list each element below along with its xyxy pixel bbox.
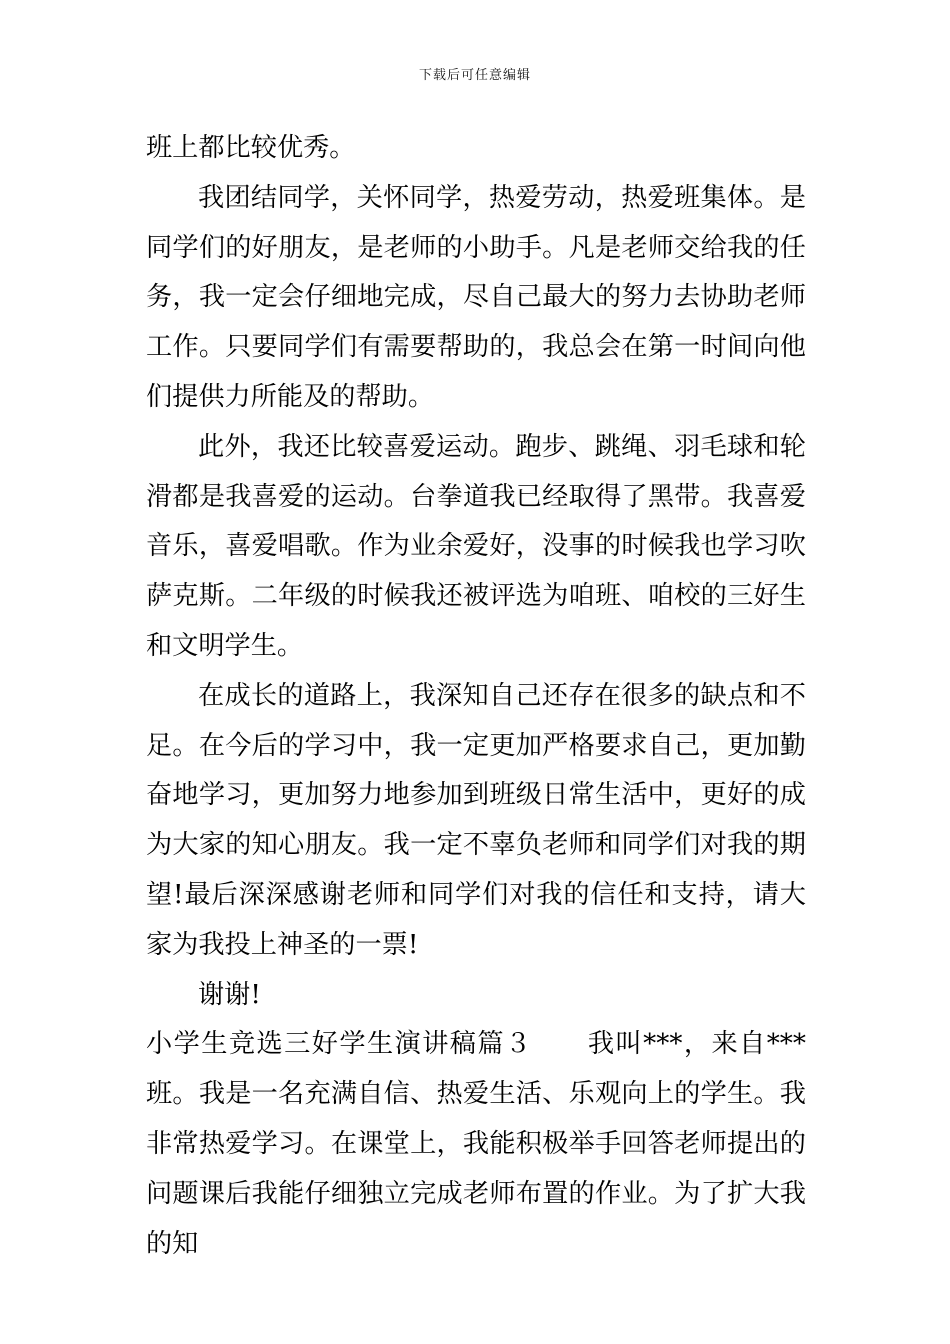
paragraph-2: 我团结同学，关怀同学，热爱劳动，热爱班集体。是同学们的好朋友，是老师的小助手。凡是老师交给我的任务，我一定会仔细地完成，尽自己最大的努力去协助老师工作。只要同学们有需要帮助的，我总会在第一时间向他们提供力所能及的帮助。 bbox=[146, 182, 806, 412]
document-body bbox=[146, 124, 806, 1269]
paragraph-5: 谢谢! bbox=[198, 979, 261, 1010]
paragraph-3: 此外，我还比较喜爱运动。跑步、跳绳、羽毛球和轮滑都是我喜爱的运动。台拳道我已经取得了黑带。我喜爱音乐，喜爱唱歌。作为业余爱好，没事的时候我也学习吹萨克斯。二年级的时候我还被评选为咱班、咱校的三好生和文明学生。 bbox=[146, 431, 806, 661]
paragraph-4: 在成长的道路上，我深知自己还存在很多的缺点和不足。在今后的学习中，我一定更加严格要求自己，更加勤奋地学习，更加努力地参加到班级日常生活中，更好的成为大家的知心朋友。我一定不辜负老师和同学们对我的期望!最后深深感谢老师和同学们对我的信任和支持，请大家为我投上神圣的一票! bbox=[146, 680, 806, 960]
paragraph-6: 小学生竞选三好学生演讲稿篇３ 我叫***，来自***班。我是一名充满自信、热爱生活、乐观向上的学生。我非常热爱学习。在课堂上，我能积极举手回答老师提出的问题课后我能仔细独立完成老师布置的作业。为了扩大我的知 bbox=[146, 1029, 806, 1259]
paragraph-1: 班上都比较优秀。 bbox=[146, 133, 356, 163]
page-header: 下载后可任意编辑 bbox=[418, 68, 531, 83]
